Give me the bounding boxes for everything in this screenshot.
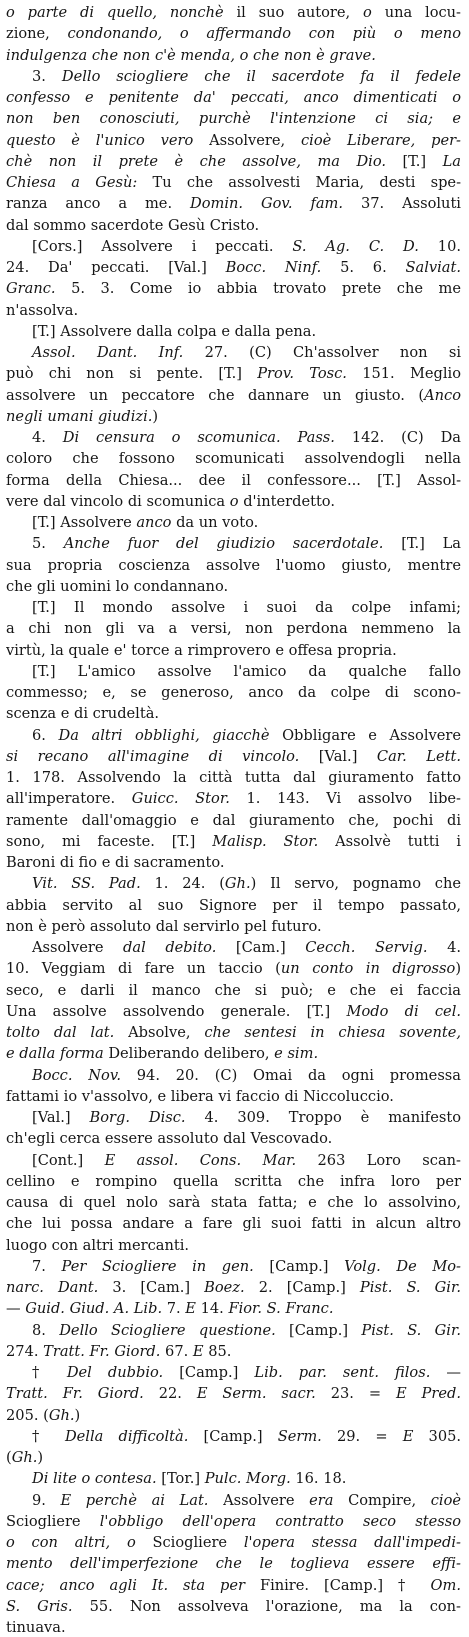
roman-run: 8. (32, 1321, 60, 1339)
italic-run: un conto in digrosso (280, 960, 456, 978)
italic-run: E (402, 1427, 429, 1445)
paragraph-vit-ss (6, 873, 461, 937)
text-line (6, 1596, 461, 1617)
italic-run: condonando, o affermando con più o meno (67, 25, 461, 43)
roman-run: coloro che fossono scomunicati assolvendogli nella (6, 450, 461, 468)
text-line (6, 470, 461, 491)
roman-run: ) (455, 960, 461, 978)
italic-run: Di lite o contesa. (32, 1470, 162, 1488)
text-line (6, 937, 461, 958)
italic-run: Bocc. Ninf. (225, 259, 341, 276)
text-line (6, 300, 461, 321)
text-line (6, 1447, 461, 1468)
italic-run: mento dell'imperfezione che le toglieva essere effi- (6, 1555, 461, 1573)
italic-run: e sim. (274, 1045, 319, 1063)
roman-run: Finire. (259, 1576, 324, 1594)
text-line (6, 363, 461, 384)
roman-run: 10. (437, 237, 461, 255)
text-line (6, 725, 461, 746)
roman-run: dal sommo sacerdote Gesù Cristo. (6, 216, 260, 234)
text-line (6, 1065, 461, 1086)
roman-run: 1. 143. Vi assolvo libe- (246, 790, 461, 808)
paragraph-t2 (6, 512, 461, 533)
roman-run: Assolvere (32, 939, 124, 956)
paragraph-assol-dant (6, 342, 461, 427)
italic-run: si recano all'imagine di vincolo. (6, 747, 319, 765)
paragraph-t3 (6, 597, 461, 661)
text-line (6, 980, 461, 1001)
roman-run: 274. (6, 1342, 44, 1360)
roman-run: ranza anco a me. (6, 195, 190, 213)
roman-run: 9. (32, 1491, 61, 1509)
text-line (6, 767, 461, 788)
roman-run: [T.] La (401, 535, 461, 553)
roman-run: 7. (32, 1257, 62, 1275)
roman-run: 142. (C) Da (351, 429, 461, 446)
roman-run: [Val.] (318, 747, 377, 765)
italic-run: Pulc. Morg. (204, 1470, 296, 1488)
text-line (6, 130, 461, 151)
text-line (6, 491, 461, 512)
paragraph-sense-4 (6, 427, 461, 512)
roman-run: seco, e darli il manco che si può; e che ei faccia (6, 981, 461, 999)
text-line (6, 831, 461, 852)
roman-run: vere dal vincolo di scomunica (6, 492, 230, 510)
text-line (6, 448, 461, 469)
text-line (6, 1086, 461, 1107)
text-line (6, 385, 461, 406)
text-line (6, 1128, 461, 1149)
roman-run: Sciogliere (152, 1534, 244, 1551)
italic-run: Salviat. (405, 259, 461, 276)
paragraph-sense-5 (6, 533, 461, 597)
roman-run: 16. 18. (295, 1470, 347, 1488)
text-line (6, 1001, 461, 1022)
paragraph-dubbio (6, 1362, 461, 1426)
italic-run: anco (136, 514, 177, 531)
text-line (6, 45, 461, 66)
text-line (6, 1490, 461, 1511)
italic-run: Anco (424, 386, 461, 404)
italic-run: indulgenza che non c'è menda, o che non è grave. (6, 46, 376, 64)
italic-run: o (363, 4, 385, 21)
roman-run: cellino e rompino quella scritta che infra loro per (6, 1172, 461, 1190)
roman-run: 6. (32, 726, 59, 744)
roman-run: ramente dall'omaggio e dal giuramento che, pochi di (6, 811, 461, 829)
roman-run: 24. Da' peccati. [Val.] (6, 259, 226, 276)
paragraph-debito (6, 937, 461, 1065)
text-line (6, 1192, 461, 1213)
text-line (6, 746, 461, 767)
italic-run: E Serm. sacr. (196, 1385, 331, 1403)
text-line (6, 958, 461, 979)
text-line (6, 1213, 461, 1234)
text-line (6, 788, 461, 809)
italic-run: chè non il prete è che assolve, ma Dio. (6, 152, 403, 170)
italic-run: o (229, 492, 244, 510)
roman-run: 85. (208, 1342, 232, 1360)
roman-run: forma della Chiesa... dee il confessore... [T.] Assol- (6, 471, 461, 489)
roman-run: Una assolve assolvendo generale. [T.] (6, 1002, 347, 1020)
text-line (6, 640, 461, 661)
italic-run: E assol. Cons. Mar. (104, 1151, 318, 1169)
text-line (6, 215, 461, 236)
paragraph-bocc-nov (6, 1065, 461, 1108)
paragraph-sense-3 (6, 66, 461, 236)
italic-run: Gh. (224, 875, 251, 893)
italic-run: non ben conosciuti, purchè l'intenzione ci sia; e (6, 110, 461, 128)
italic-run: Malisp. Stor. (212, 832, 336, 850)
paragraph-cons-mar (6, 1150, 461, 1256)
italic-run: o con altri, o (6, 1534, 153, 1551)
roman-run: [Camp.] (179, 1364, 255, 1381)
roman-run: Absolve, (128, 1024, 205, 1041)
roman-run: da un voto. (176, 514, 259, 531)
roman-run: Sciogliere (6, 1512, 100, 1530)
text-line (6, 1532, 461, 1553)
italic-run: negli umani giudizi. (6, 407, 153, 425)
text-line (6, 172, 461, 193)
text-line (6, 597, 461, 618)
roman-run: ) Il servo, pognamo che (250, 875, 461, 893)
roman-run: luogo con altri mercanti. (6, 1236, 190, 1254)
roman-run: n'assolva. (6, 301, 79, 319)
italic-run: Vit. SS. Pad. (32, 875, 155, 893)
paragraph-continuation (6, 2, 461, 66)
text-line (6, 1468, 461, 1489)
text-line (6, 1235, 461, 1256)
paragraph-sense-6 (6, 725, 461, 874)
roman-run: 5. 6. (340, 259, 406, 276)
roman-run: 23. = (330, 1385, 396, 1403)
roman-run: 5. 3. Come io abbia trovato prete che me (71, 280, 461, 298)
italic-run: e dalla forma (6, 1045, 109, 1063)
roman-run: virtù, la quale e' torce a rimprovero e offesa propria. (6, 641, 397, 659)
roman-run: Compire, (348, 1491, 431, 1509)
italic-run: Boez. (204, 1279, 259, 1296)
italic-run: S. Gris. (6, 1597, 90, 1615)
roman-run: d'interdetto. (243, 492, 335, 510)
roman-run: 5. (32, 535, 64, 553)
roman-run: 29. = (336, 1427, 403, 1445)
text-line (6, 810, 461, 831)
paragraph-t1 (6, 321, 461, 342)
roman-run: 3. (32, 67, 62, 85)
roman-run: 37. Assoluti (360, 195, 461, 213)
italic-run: Assol. Dant. Inf. (32, 344, 205, 361)
italic-run: Modo di cel. (346, 1002, 461, 1020)
roman-run: ) (74, 1406, 81, 1424)
text-line (6, 1171, 461, 1192)
roman-run: 151. Meglio (362, 365, 461, 383)
text-line (6, 1617, 461, 1637)
roman-run: a chi non gli va a versi, non perdona nemmeno la (6, 620, 461, 638)
italic-run: Chiesa a Gesù: (6, 174, 153, 191)
roman-run: abbia servito al suo Signore per il tempo passato, (6, 896, 461, 914)
italic-run: La (442, 152, 461, 170)
italic-run: Guid. Giud. A. Lib. (25, 1300, 167, 1318)
text-line (6, 1043, 461, 1064)
italic-run: Anche fuor del giudizio sacerdotale. (63, 535, 402, 553)
roman-run: 10. Veggiam di fare un taccio ( (6, 960, 281, 978)
roman-run: 4. (32, 429, 63, 446)
italic-run: cace; anco agli It. sta per (6, 1576, 260, 1594)
text-line (6, 87, 461, 108)
roman-run: — (446, 1364, 461, 1381)
text-line (6, 916, 461, 937)
text-line (6, 1256, 461, 1277)
paragraph-sense-9 (6, 1490, 461, 1637)
text-line (6, 1150, 461, 1171)
roman-run: 263 Loro scan- (317, 1151, 461, 1169)
roman-run: [Camp.] † (324, 1576, 431, 1594)
italic-run: Prov. Tosc. (257, 365, 363, 383)
italic-run: Fior. S. Franc. (228, 1300, 334, 1318)
roman-run: il suo autore, (236, 4, 364, 21)
roman-run: 14. (200, 1300, 229, 1318)
roman-run: 67. (165, 1342, 193, 1360)
roman-run: 7. (166, 1300, 186, 1318)
roman-run: 94. 20. (C) Omai da ogni promessa (136, 1066, 461, 1084)
text-line (6, 321, 461, 342)
roman-run: [Val.] (32, 1109, 90, 1126)
text-line (6, 342, 461, 363)
paragraph-lite (6, 1468, 461, 1489)
roman-run: — (6, 1300, 26, 1318)
text-line (6, 1383, 461, 1404)
text-line (6, 1022, 461, 1043)
italic-run: E (185, 1300, 201, 1318)
paragraph-sense-8 (6, 1320, 461, 1363)
roman-run: non è però assoluto dal servirlo pel futuro. (6, 917, 322, 935)
text-line (6, 533, 461, 554)
roman-run: tinuava. (6, 1619, 66, 1636)
text-line (6, 1320, 461, 1341)
roman-run: [T.] Il mondo assolve i suoi da colpe infami; (32, 599, 461, 616)
italic-run: E Pred. (395, 1385, 461, 1403)
roman-run: assolvere un peccatore che dannare un giusto. ( (6, 386, 425, 404)
text-line (6, 257, 461, 278)
italic-run: Serm. (277, 1427, 337, 1445)
italic-run: cioè Liberare, per- (300, 131, 461, 149)
roman-run: ) (152, 407, 159, 425)
italic-run: Pist. S. Gir. (359, 1279, 461, 1296)
text-line (6, 852, 461, 873)
text-line (6, 1553, 461, 1574)
text-line (6, 2, 461, 23)
italic-run: Della difficoltà. (64, 1427, 204, 1445)
roman-run: che gli uomini lo condannano. (6, 577, 229, 595)
text-line (6, 703, 461, 724)
roman-run: ch'egli cerca essere assoluto dal Vescovado. (6, 1130, 333, 1148)
roman-run: sua propria coscienza assolve l'uomo giusto, mentre (6, 556, 461, 574)
roman-run: [T.] (402, 152, 443, 170)
roman-run: fattami io v'assolvo, e libera vi faccio di Niccoluccio. (6, 1087, 394, 1105)
roman-run: che lui possa andare a fare gli suoi fatti in alcun altro (6, 1215, 461, 1233)
italic-run: Pist. S. Gir. (361, 1321, 461, 1339)
italic-run: Dello Sciogliere questione. (59, 1321, 290, 1339)
roman-run: [Cont.] (32, 1151, 105, 1169)
italic-run: l'opera stessa dall'impedi- (243, 1534, 461, 1551)
roman-run: [T.] L'amico assolve l'amico da qualche fallo (32, 662, 461, 680)
italic-run: Bocc. Nov. (32, 1066, 137, 1084)
text-line (6, 1575, 461, 1596)
italic-run: E perchè ai Lat. (60, 1491, 224, 1509)
text-line (6, 23, 461, 44)
italic-run: cioè (430, 1491, 461, 1509)
italic-run: questo è l'unico vero (6, 131, 210, 149)
roman-run: [Camp.] (269, 1257, 345, 1275)
text-line (6, 576, 461, 597)
italic-run: dal debito. (123, 939, 236, 956)
roman-run: [T.] Assolvere (32, 514, 137, 531)
roman-run: Deliberando delibero, (108, 1045, 275, 1063)
roman-run: 2. [Camp.] (258, 1279, 360, 1296)
roman-run: all'imperatore. (6, 790, 132, 808)
roman-run: zione, (6, 25, 68, 43)
italic-run: Om. (430, 1576, 461, 1594)
roman-run: † (32, 1427, 65, 1445)
text-line (6, 1405, 461, 1426)
text-line (6, 427, 461, 448)
text-line (6, 512, 461, 533)
roman-run: causa di quel nolo sarà stata fatta; e che lo assolvino, (6, 1194, 461, 1211)
italic-run: Dello sciogliere che il sacerdote fa il fedele (61, 67, 461, 85)
roman-run: 4. 309. Troppo è manifesto (204, 1109, 461, 1126)
italic-run: Domin. Gov. fam. (190, 195, 361, 213)
italic-run: era (309, 1491, 349, 1509)
text-line (6, 406, 461, 427)
text-line (6, 151, 461, 172)
roman-run: Assolvere (223, 1491, 310, 1509)
text-line (6, 1277, 461, 1298)
italic-run: narc. Dant. (6, 1279, 113, 1296)
italic-run: Tratt. Fr. Giord. (6, 1385, 159, 1403)
roman-run: [Cors.] Assolvere i peccati. (32, 237, 293, 255)
roman-run: commesso; e, se generoso, anco da colpe di scono- (6, 684, 461, 701)
italic-run: Borg. Disc. (89, 1109, 205, 1126)
text-line (6, 895, 461, 916)
italic-run: Di censura o scomunica. Pass. (62, 429, 352, 446)
italic-run: Da altri obblighi, giacchè (58, 726, 283, 744)
roman-run: 1. 178. Assolvendo la città tutta dal giuramento fatto (6, 769, 461, 786)
text-line (6, 278, 461, 299)
italic-run: confesso e penitente da' peccati, anco dimenticati o (6, 89, 461, 106)
text-line (6, 1362, 461, 1383)
roman-run: [Cam.] (235, 939, 306, 956)
roman-run: [T.] Assolvere dalla colpa e dalla pena. (32, 322, 317, 340)
italic-run: Gh. (48, 1406, 75, 1424)
text-line (6, 1511, 461, 1532)
italic-run: l'obbligo dell'opera contratto seco stesso (99, 1512, 461, 1530)
italic-run: tolto dal lat. (6, 1024, 129, 1041)
italic-run: Del dubbio. (66, 1364, 180, 1381)
roman-run: 1. 24. ( (154, 875, 225, 893)
roman-run: Obbligare e Assolvere (282, 726, 461, 744)
italic-run: Per Sciogliere in gen. (61, 1257, 270, 1275)
text-line (6, 108, 461, 129)
roman-run: Tu che assolvesti Maria, desti spe- (152, 174, 461, 191)
roman-run: scenza e di crudeltà. (6, 705, 160, 723)
roman-run: 3. [Cam.] (112, 1279, 205, 1296)
italic-run: S. Ag. C. D. (292, 237, 438, 255)
italic-run: o parte di quello, nonchè (6, 4, 237, 21)
roman-run: † (32, 1364, 67, 1381)
roman-run: una locu- (384, 4, 461, 21)
roman-run: 4. (447, 939, 461, 956)
roman-run: 305. (428, 1427, 461, 1445)
text-line (6, 1298, 461, 1319)
text-line (6, 661, 461, 682)
roman-run: [Tor.] (161, 1470, 205, 1488)
roman-run: [Camp.] (289, 1321, 362, 1339)
roman-run: Assolvere, (209, 131, 301, 149)
roman-run: 205. ( (6, 1406, 49, 1424)
text-line (6, 555, 461, 576)
italic-run: E (192, 1342, 209, 1360)
text-line (6, 682, 461, 703)
paragraph-cors (6, 236, 461, 321)
italic-run: Lib. par. sent. filos. (254, 1364, 447, 1381)
roman-run: 27. (C) Ch'assolver non si (204, 344, 461, 361)
roman-run: ( (6, 1449, 12, 1466)
italic-run: Cecch. Servig. (305, 939, 448, 956)
italic-run: Car. Lett. (376, 747, 461, 765)
paragraph-sense-7 (6, 1256, 461, 1320)
text-line (6, 236, 461, 257)
roman-run: Assolvè tutti i (335, 832, 461, 850)
text-line (6, 1426, 461, 1447)
text-line (6, 873, 461, 894)
roman-run: ) (37, 1449, 44, 1466)
text-line (6, 66, 461, 87)
paragraph-t4 (6, 661, 461, 725)
text-line (6, 618, 461, 639)
text-line (6, 193, 461, 214)
text-line (6, 1107, 461, 1128)
italic-run: Guicc. Stor. (131, 790, 247, 808)
roman-run: sono, mi faceste. [T.] (6, 832, 213, 850)
italic-run: che sentesi in chiesa sovente, (204, 1024, 461, 1041)
italic-run: Granc. (6, 280, 72, 298)
text-line (6, 1341, 461, 1362)
italic-run: Gh. (11, 1449, 38, 1466)
roman-run: 55. Non assolveva l'orazione, ma la con- (89, 1597, 461, 1615)
paragraph-borg-disc (6, 1107, 461, 1150)
roman-run: 22. (158, 1385, 197, 1403)
roman-run: può chi non si pente. [T.] (6, 365, 258, 383)
roman-run: [Camp.] (203, 1427, 278, 1445)
roman-run: Baroni di fio e di sacramento. (6, 854, 225, 871)
italic-run: Volg. De Mo- (344, 1257, 461, 1275)
paragraph-difficolta (6, 1426, 461, 1469)
italic-run: Tratt. Fr. Giord. (43, 1342, 166, 1360)
